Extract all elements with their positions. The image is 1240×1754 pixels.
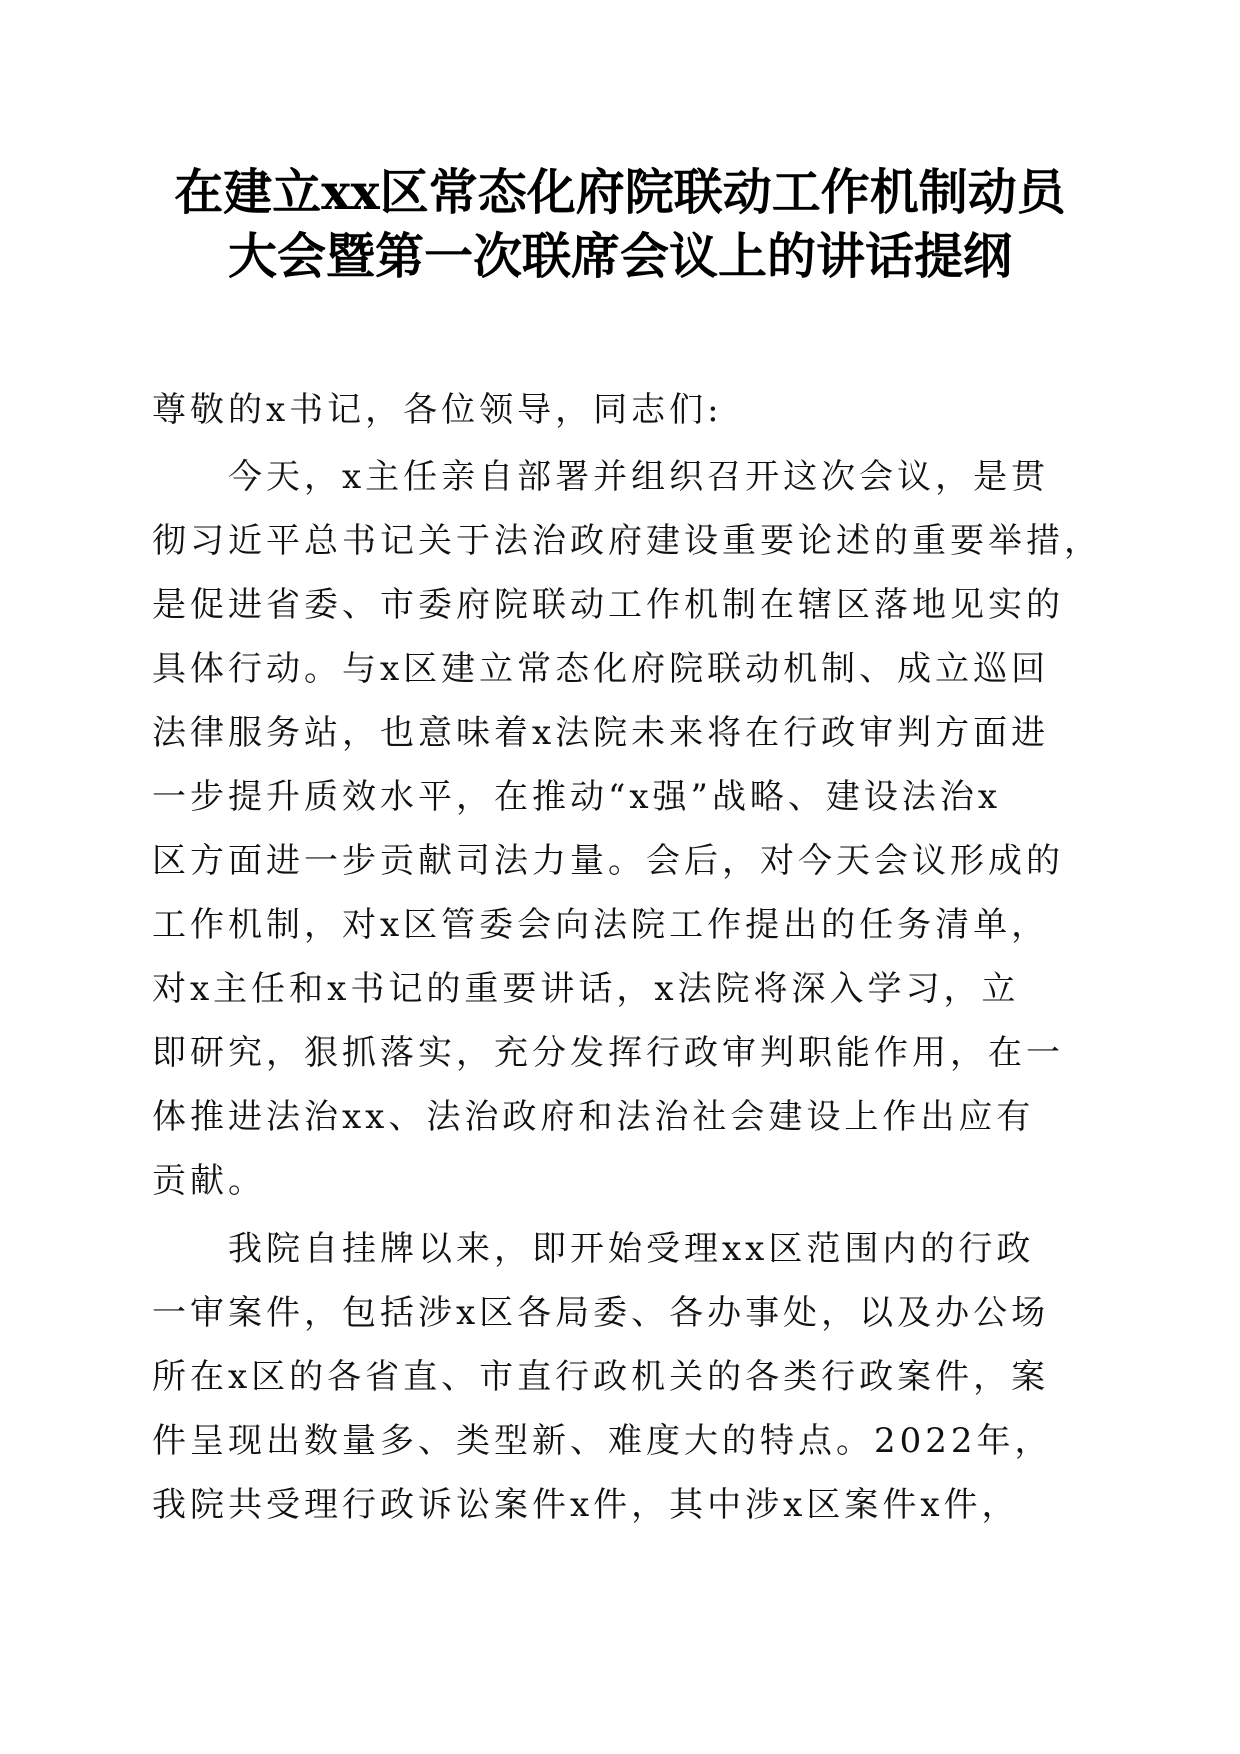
paragraph-line: 是促进省委、市委府院联动工作机制在辖区落地见实的 [152,585,1064,625]
paragraph-1 [152,445,1102,1213]
paragraph-line: 即研究，狠抓落实，充分发挥行政审判职能作用，在一 [152,1033,1064,1073]
paragraph-line: 一审案件，包括涉x区各局委、各办事处，以及办公场 [152,1293,1050,1333]
paragraph-2 [152,1217,1082,1537]
title-line-1: 在建立xx区常态化府院联动工作机制动员 [174,163,1066,221]
paragraph-line: 我院自挂牌以来，即开始受理xx区范围内的行政 [228,1229,1035,1269]
paragraph-line: 我院共受理行政诉讼案件x件，其中涉x区案件x件， [152,1485,1020,1525]
document-title [140,160,1100,288]
paragraph-line: 工作机制，对x区管委会向法院工作提出的任务清单， [152,905,1050,945]
paragraph-line: 件呈现出数量多、类型新、难度大的特点。2022年， [152,1421,1053,1461]
title-line-2: 大会暨第一次联席会议上的讲话提纲 [227,227,1012,285]
paragraph-line: 具体行动。与x区建立常态化府院联动机制、成立巡回 [152,649,1050,689]
document-body [152,378,1102,1541]
paragraph-line: 贡献。 [152,1161,266,1201]
paragraph-line: 体推进法治xx、法治政府和法治社会建设上作出应有 [152,1097,1035,1137]
paragraph-line: 对x主任和x书记的重要讲话，x法院将深入学习，立 [152,969,1020,1009]
paragraph-line: 一步提升质效水平，在推动“x强”战略、建设法治x [152,777,1002,817]
paragraph-line: 今天，x主任亲自部署并组织召开这次会议，是贯 [228,457,1050,497]
paragraph-line: 法律服务站，也意味着x法院未来将在行政审判方面进 [152,713,1050,753]
paragraph-line: 区方面进一步贡献司法力量。会后，对今天会议形成的 [152,841,1064,881]
salutation: 尊敬的x书记，各位领导，同志们: [152,390,723,430]
paragraph-line: 所在x区的各省直、市直行政机关的各类行政案件，案 [152,1357,1050,1397]
paragraph-line: 彻习近平总书记关于法治政府建设重要论述的重要举措， [152,521,1102,561]
